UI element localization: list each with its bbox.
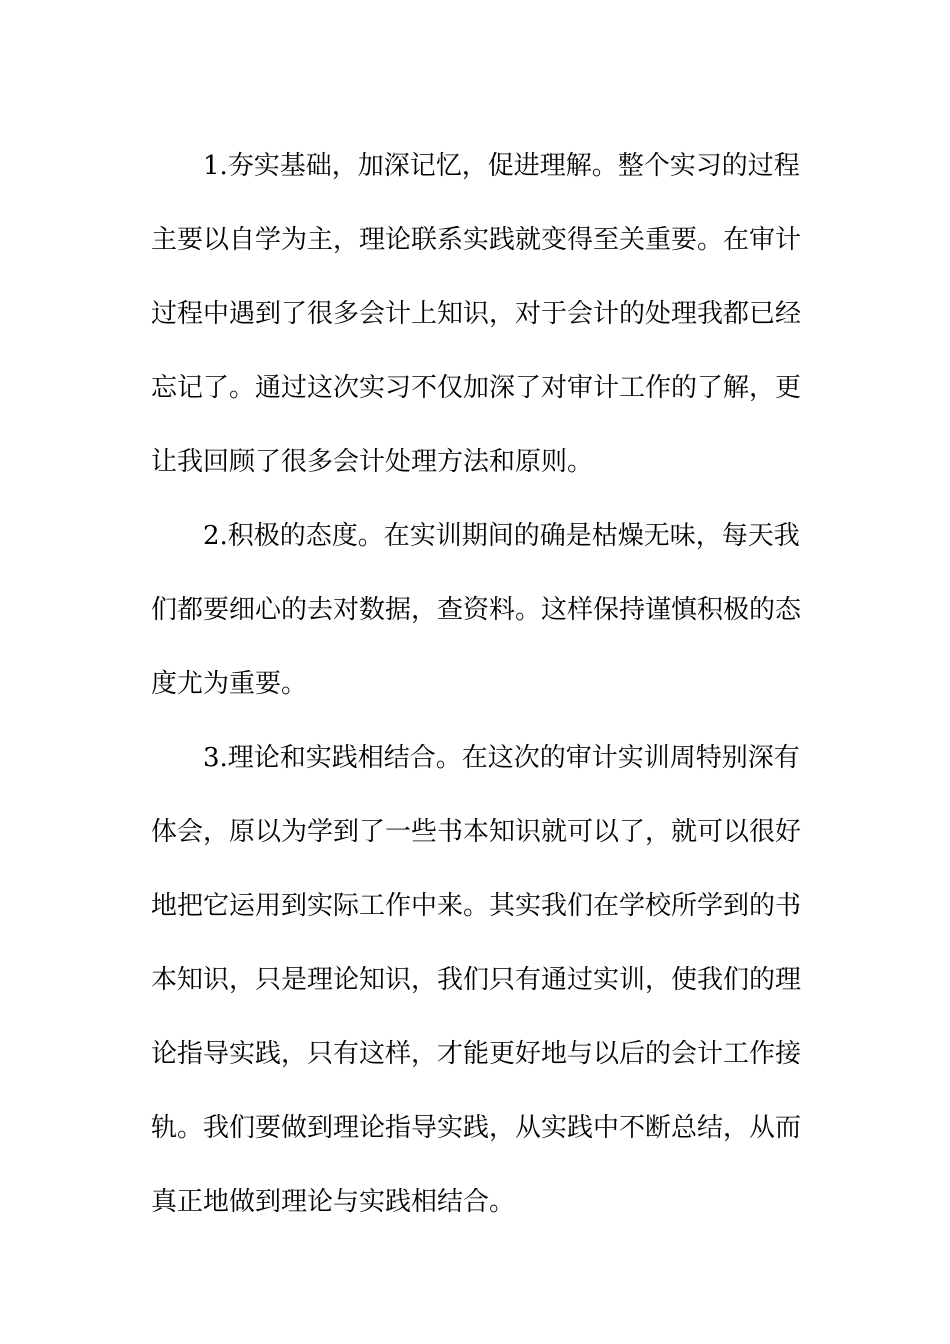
paragraph-line: 真正地做到理论与实践相结合。 [151, 1187, 516, 1217]
paragraph-line: 论指导实践，只有这样，才能更好地与以后的会计工作接 [151, 1039, 802, 1069]
paragraph-line: 主要以自学为主，理论联系实践就变得至关重要。在审计 [151, 225, 802, 255]
paragraph-line: 地把它运用到实际工作中来。其实我们在学校所学到的书 [151, 891, 802, 921]
paragraph-line: 3.理论和实践相结合。在这次的审计实训周特别深有 [203, 743, 800, 773]
paragraph-1 [151, 129, 802, 499]
paragraph-line: 忘记了。通过这次实习不仅加深了对审计工作的了解，更 [151, 373, 802, 403]
paragraph-line: 1.夯实基础，加深记忆，促进理解。整个实习的过程 [203, 151, 800, 181]
paragraph-line: 过程中遇到了很多会计上知识，对于会计的处理我都已经 [151, 299, 802, 329]
paragraph-line: 们都要细心的去对数据，查资料。这样保持谨慎积极的态 [151, 595, 802, 625]
paragraph-3 [151, 721, 802, 1239]
document-body [151, 129, 802, 1239]
paragraph-line: 轨。我们要做到理论指导实践，从实践中不断总结，从而 [151, 1113, 802, 1143]
paragraph-line: 2.积极的态度。在实训期间的确是枯燥无味，每天我 [203, 521, 800, 551]
paragraph-line: 体会，原以为学到了一些书本知识就可以了，就可以很好 [151, 817, 802, 847]
paragraph-line: 本知识，只是理论知识，我们只有通过实训，使我们的理 [151, 965, 802, 995]
paragraph-line: 让我回顾了很多会计处理方法和原则。 [151, 447, 594, 477]
paragraph-line: 度尤为重要。 [151, 669, 308, 699]
paragraph-2 [151, 499, 802, 721]
